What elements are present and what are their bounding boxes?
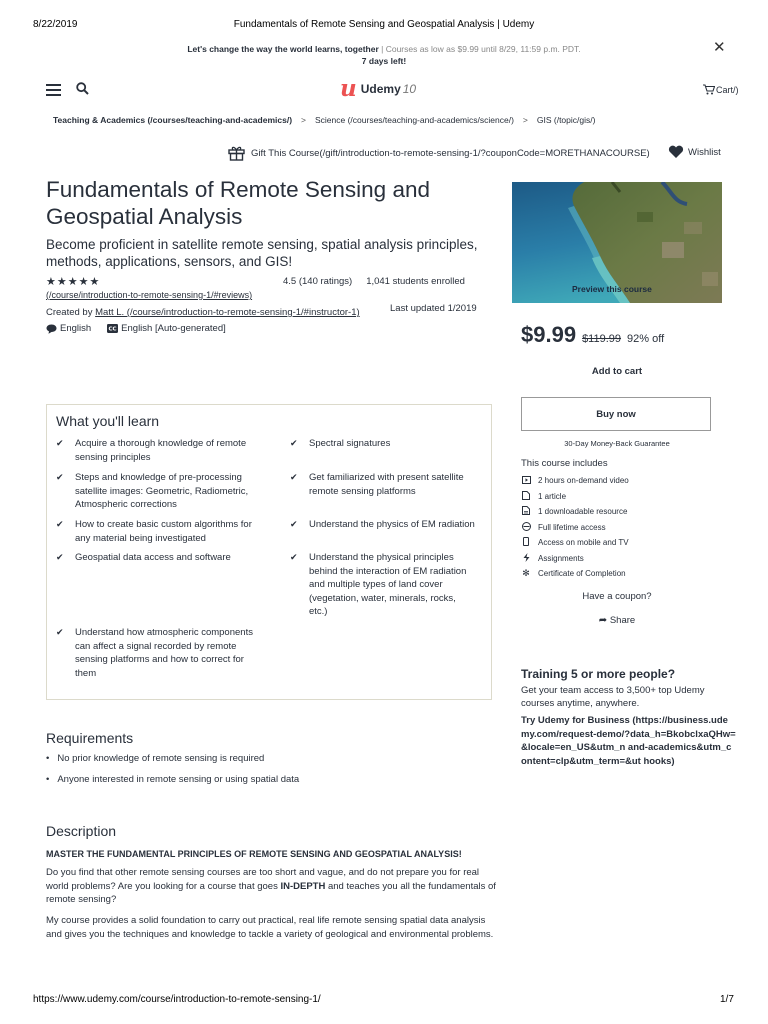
share-icon: ➦ <box>598 615 608 626</box>
list-item <box>56 626 256 680</box>
description-paragraph <box>46 866 496 907</box>
requirement-text: No prior knowledge of remote sensing is required <box>57 753 265 764</box>
course-subtitle: Become proficient in satellite remote sensing, spatial analysis principles, methods, applications, sensors, and GIS! <box>46 237 478 269</box>
current-price: $9.99 <box>521 322 577 347</box>
course-captions: English [Auto-generated] <box>121 323 226 334</box>
download-icon <box>521 506 531 517</box>
article-icon <box>521 491 531 502</box>
breadcrumb-item[interactable]: Science (/courses/teaching-and-academics/science/) <box>315 115 514 125</box>
breadcrumb-item[interactable]: Teaching & Academics (/courses/teaching-and-academics/) <box>53 115 293 125</box>
learn-item-text: Get familiarized with present satellite remote sensing platforms <box>309 472 464 497</box>
training-text: Get your team access to 3,500+ top Udemy courses anytime, anywhere. <box>521 685 705 709</box>
discount-badge: 92% off <box>627 333 665 345</box>
include-text: 1 downloadable resource <box>538 507 628 517</box>
check-icon: ✔ <box>290 552 298 562</box>
check-icon: ✔ <box>56 472 64 482</box>
list-item <box>290 518 480 532</box>
list-item <box>46 774 299 795</box>
list-item <box>521 489 629 505</box>
udemy-logo[interactable] <box>340 75 417 102</box>
list-item <box>521 520 629 536</box>
includes-list <box>521 473 629 582</box>
coupon-link[interactable]: Have a coupon? <box>582 591 652 602</box>
description-text: Do you find that other remote sensing courses are too short and vague, and do not prepare you for real world problems? Are you looking for a course that goes <box>46 867 480 892</box>
preview-label: Preview this course <box>572 284 652 294</box>
promo-banner <box>0 43 768 67</box>
include-text: Certificate of Completion <box>538 569 626 579</box>
logo-version: 10 <box>402 82 417 96</box>
language-info <box>46 323 226 334</box>
banner-text: | Courses as low as $9.99 until 8/29, 11:59 p.m. PDT. <box>378 44 581 54</box>
learn-item-text: How to create basic custom algorithms for any material being investigated <box>75 519 252 544</box>
video-icon <box>521 476 531 486</box>
list-item <box>290 551 470 619</box>
requirements-title: Requirements <box>46 730 134 746</box>
page-title: Fundamentals of Remote Sensing and Geospatial Analysis <box>46 177 430 229</box>
add-to-cart-button[interactable]: Add to cart <box>591 366 643 377</box>
bullet-icon: • <box>46 774 50 785</box>
wishlist-button[interactable] <box>668 145 721 159</box>
list-item <box>56 471 256 512</box>
instructor-link[interactable]: Matt L. (/course/introduction-to-remote-sensing-1/#instructor-1) <box>95 307 360 318</box>
learn-item-text: Steps and knowledge of pre-processing satellite images: Geometric, Radiometric, Atmospheric corrections <box>75 472 249 510</box>
created-by <box>46 307 360 318</box>
course-language: English <box>60 323 92 334</box>
mobile-icon <box>521 537 531 548</box>
list-item <box>56 437 256 464</box>
cart-link[interactable] <box>703 84 739 95</box>
created-by-label: Created by <box>46 307 93 318</box>
original-price: $119.99 <box>582 333 622 345</box>
banner-lead: Let's change the way the world learns, together <box>187 44 379 54</box>
requirements-list <box>46 753 299 795</box>
include-text: Assignments <box>538 553 584 563</box>
course-preview-image[interactable] <box>512 182 722 303</box>
includes-title: This course includes <box>521 458 608 469</box>
price-block <box>521 322 664 348</box>
list-item <box>521 504 629 520</box>
include-text: 1 article <box>538 491 567 501</box>
description-headline: MASTER THE FUNDAMENTAL PRINCIPLES OF REMOTE SENSING AND GEOSPATIAL ANALYSIS! <box>46 849 462 859</box>
bullet-icon: • <box>46 753 50 764</box>
menu-icon[interactable] <box>46 84 61 95</box>
enrolled-count: 1,041 students enrolled <box>366 276 465 287</box>
infinity-icon <box>521 522 531 533</box>
rating-stars: ★★★★★ <box>46 276 101 288</box>
training-title: Training 5 or more people? <box>521 667 676 681</box>
print-page-number: 1/7 <box>720 994 734 1005</box>
cart-icon <box>703 84 715 95</box>
description-emphasis: IN-DEPTH <box>280 880 326 892</box>
learn-item-text: Acquire a thorough knowledge of remote sensing principles <box>75 438 247 463</box>
bolt-icon <box>521 553 531 564</box>
buy-now-button[interactable]: Buy now <box>521 397 711 431</box>
money-back-guarantee: 30-Day Money-Back Guarantee <box>564 439 670 448</box>
learn-item-text: Understand the physics of EM radiation <box>309 519 475 530</box>
list-item <box>521 551 629 567</box>
description-paragraph: My course provides a solid foundation to carry out practical, real life remote sensing spatial data analysis and gives you the techniques and knowledge to tackle a variety of geological and environmental problems. <box>46 915 494 940</box>
check-icon: ✔ <box>290 519 298 529</box>
last-updated: Last updated 1/2019 <box>390 303 477 314</box>
description-text: and teaches you all the fundamentals of remote sensing? <box>46 880 496 905</box>
list-item <box>46 753 299 774</box>
learn-item-text: Understand how atmospheric components can affect a signal recorded by remote sensing platforms and how to correct for them <box>75 627 253 679</box>
print-date: 8/22/2019 <box>33 19 78 30</box>
print-doc-title: Fundamentals of Remote Sensing and Geospatial Analysis | Udemy <box>233 19 535 30</box>
breadcrumb: Teaching & Academics (/courses/teaching-and-academics/) > Science (/courses/teaching-and-academics/science/) > GIS (/topic/gis/) <box>53 115 596 125</box>
list-item <box>521 535 629 551</box>
learn-title: What you'll learn <box>56 413 160 429</box>
logo-text: Udemy <box>360 82 401 96</box>
cart-label: Cart/) <box>716 84 739 95</box>
learn-item-text: Understand the physical principles behind the interaction of EM radiation and multiple types of land cover (vegetation, water, minerals, rocks, etc.) <box>309 552 467 617</box>
include-text: Access on mobile and TV <box>538 538 629 548</box>
comment-icon <box>46 324 57 334</box>
heart-icon <box>668 145 684 159</box>
closed-captions-icon <box>107 324 118 333</box>
learn-item-text: Geospatial data access and software <box>75 552 231 563</box>
description-title: Description <box>46 823 117 839</box>
check-icon: ✔ <box>56 519 64 529</box>
include-text: 2 hours on-demand video <box>538 476 629 486</box>
udemy-business-link[interactable]: Try Udemy for Business (https://business.udemy.com/request-demo/?data_h=BkobclxaQHw=&locale=en_US&utm_n and-academics&utm_content=clp&utm_term=&ut hooks) <box>521 715 736 767</box>
banner-countdown: 7 days left! <box>361 56 407 66</box>
gift-icon <box>228 145 245 161</box>
print-url: https://www.udemy.com/course/introduction-to-remote-sensing-1/ <box>33 994 321 1005</box>
learn-item-text: Spectral signatures <box>309 438 391 449</box>
check-icon: ✔ <box>56 438 64 448</box>
check-icon: ✔ <box>290 438 298 448</box>
certificate-icon: ✻ <box>522 568 530 579</box>
wishlist-label: Wishlist <box>688 146 721 158</box>
rating-summary <box>283 276 465 287</box>
include-text: Full lifetime access <box>538 522 606 532</box>
breadcrumb-item[interactable]: GIS (/topic/gis/) <box>536 115 596 125</box>
check-icon: ✔ <box>56 627 64 637</box>
share-button[interactable] <box>521 615 713 626</box>
close-banner-icon[interactable]: ✕ <box>713 39 726 56</box>
share-label: Share <box>609 615 636 626</box>
requirement-text: Anyone interested in remote sensing or using spatial data <box>57 774 300 785</box>
search-icon[interactable] <box>76 82 89 100</box>
list-item <box>521 473 629 489</box>
reviews-link[interactable]: (/course/introduction-to-remote-sensing-1/#reviews) <box>46 290 253 300</box>
list-item <box>56 551 256 565</box>
gift-course-link[interactable] <box>228 145 650 161</box>
gift-label: Gift This Course(/gift/introduction-to-remote-sensing-1/?couponCode=MORETHANACOURSE) <box>251 147 650 159</box>
list-item <box>290 471 480 498</box>
list-item <box>521 566 629 582</box>
check-icon: ✔ <box>290 472 298 482</box>
rating-value: 4.5 (140 ratings) <box>283 276 353 287</box>
list-item <box>290 437 480 451</box>
list-item <box>56 518 256 545</box>
svg-text:CC: CC <box>108 326 117 333</box>
udemy-logo-icon: u <box>340 75 357 102</box>
check-icon: ✔ <box>56 552 64 562</box>
